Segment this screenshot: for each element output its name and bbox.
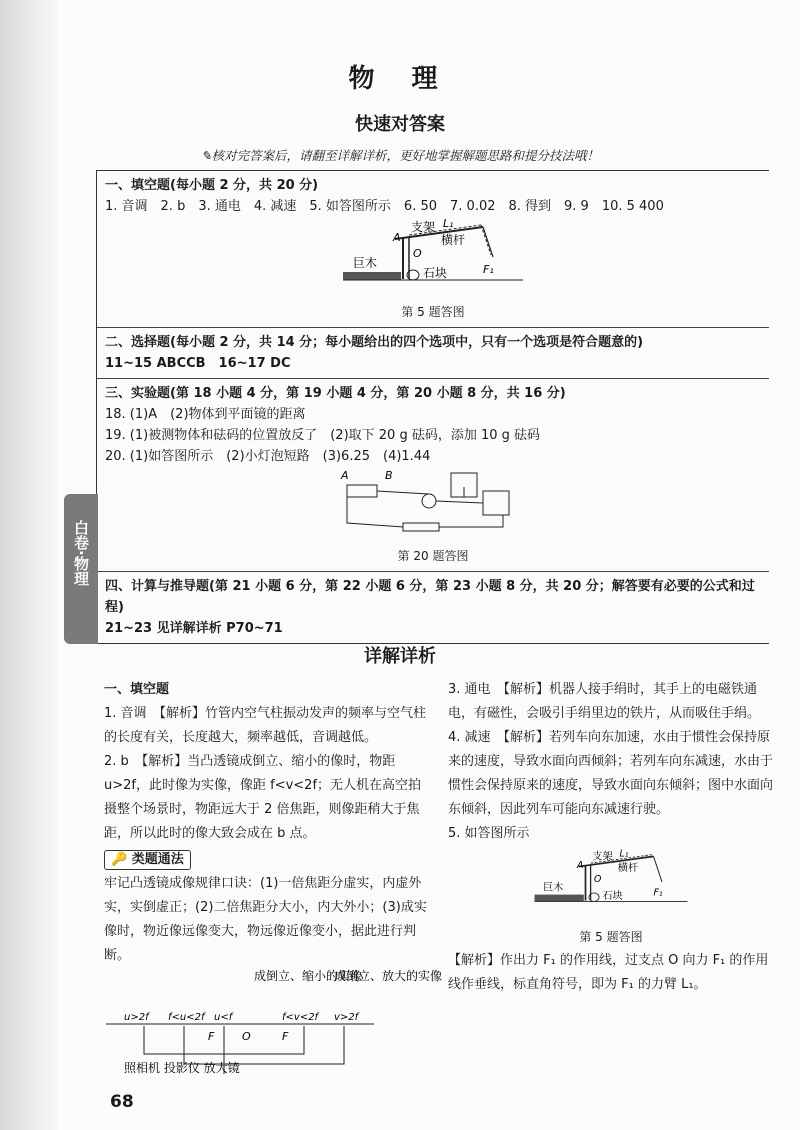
experiment-item-18: 18. (1)A (2)物体到平面镜的距离	[105, 407, 306, 422]
focal-right: F	[282, 1030, 289, 1043]
page-number: 68	[110, 1092, 134, 1112]
binding-shadow	[0, 0, 58, 1130]
fig5-caption-2: 第 5 题答图	[579, 930, 643, 944]
experiment-item-20: 20. (1)如答图所示 (2)小灯泡短路 (3)6.25 (4)1.44	[105, 449, 431, 464]
lens-applications: 照相机 投影仪 放大镜	[124, 1061, 240, 1075]
lens-top-2: 成倒立、放大的实像	[334, 969, 443, 983]
label-jumu: 巨木	[353, 256, 378, 270]
circuit-figure	[105, 467, 761, 567]
analysis-q3: 3. 通电 【解析】机器人接手绢时，其手上的电磁铁通电，有磁性，会吸引手绢里边的铁片，从而吸住手绢。	[448, 682, 761, 721]
analysis-q4: 4. 减速 【解析】若列车向东加速，水由于惯性会保持原来的速度，导致水面向西倾斜；若列车向东减速，水由于惯性会保持原来的速度，导致水面向东倾斜；图中水面向东倾斜，因此列车可能向东减速行驶。	[448, 730, 774, 817]
label-jumu-2: 巨木	[543, 882, 564, 894]
quick-answers-title: 快速对答案	[355, 114, 445, 135]
analysis-title: 详解详析	[364, 646, 436, 667]
seg-u-gt-2f: u>2f	[124, 1012, 149, 1023]
calc-section	[97, 572, 769, 643]
fig20-caption: 第 20 题答图	[397, 549, 469, 563]
label-o: O	[413, 247, 422, 260]
label-f1-2: F₁	[653, 887, 663, 899]
seg-f-lt-u-lt-2f: f<u<2f	[168, 1012, 205, 1023]
lever-figure-2	[448, 846, 774, 949]
label-zhijia-2: 支架	[592, 851, 613, 863]
experiment-section	[97, 379, 769, 572]
answer-table	[96, 170, 769, 644]
tip-icon: ✎	[201, 148, 212, 163]
analysis-q5: 5. 如答图所示	[448, 826, 530, 841]
fill-section	[97, 171, 769, 328]
focal-left: F	[208, 1030, 215, 1043]
label-f1: F₁	[483, 263, 494, 276]
label-o-2: O	[594, 873, 602, 885]
fig5-caption: 第 5 题答图	[401, 305, 465, 319]
label-circuit-b: B	[385, 469, 393, 482]
label-henggan: 横杆	[441, 233, 466, 247]
lever-diagram-2	[526, 846, 696, 916]
calc-header: 四、计算与推导题(第 21 小题 6 分，第 22 小题 6 分，第 23 小题 8 分，共 20 分；解答要有必要的公式和过程)	[105, 579, 755, 615]
experiment-header: 三、实验题(第 18 小题 4 分，第 19 小题 4 分，第 20 小题 8 分，共 16 分)	[105, 386, 566, 401]
label-a-2: A	[577, 860, 584, 872]
tip-text	[0, 146, 800, 164]
key-icon: 🔑	[111, 852, 128, 867]
method-tag-label: 类题通法	[131, 852, 184, 867]
seg-u-lt-f: u<f	[214, 1012, 233, 1023]
experiment-item-19: 19. (1)被测物体和砝码的位置放反了 (2)取下 20 g 砝码，添加 10 g 砝码	[105, 428, 541, 443]
analysis-q2: 2. b 【解析】当凸透镜成倒立、缩小的像时，物距 u>2f，此时像为实像，像距 f<v<2f；无人机在高空拍摄整个场景时，物距远大于 2 倍焦距，则像距稍大于焦距，所以此时的像大致会成在 b 点。	[104, 754, 422, 841]
lens-rule: 牢记凸透镜成像规律口诀：(1)一倍焦距分虚实，内虚外实，实倒虚正；(2)二倍焦距分大小，内大外小；(3)成实像时，物近像远像变大，物远像近像变小，据此进行判断。	[104, 876, 427, 963]
label-l1-2: L₁	[619, 848, 629, 860]
side-tab-text: 白卷·物理	[72, 520, 90, 586]
lens-diagram	[104, 968, 443, 1086]
page-title: 物 理	[348, 64, 452, 94]
lever-figure	[105, 217, 761, 323]
left-column	[104, 678, 443, 1095]
label-l1: L₁	[443, 217, 454, 230]
label-zhijia: 支架	[411, 220, 436, 234]
choice-section	[97, 328, 769, 379]
analysis-q5-detail: 【解析】作出力 F₁ 的作用线，过支点 O 向力 F₁ 的作用线作垂线，标直角符号，即为 F₁ 的力臂 L₁。	[448, 953, 769, 992]
seg-f-lt-v-lt-2f: f<v<2f	[282, 1012, 319, 1023]
fill-header: 一、填空题(每小题 2 分，共 20 分)	[105, 178, 319, 193]
method-tag	[104, 850, 191, 870]
choice-answers: 11~15 ABCCB 16~17 DC	[105, 356, 291, 371]
right-column	[448, 678, 774, 997]
calc-answers: 21~23 见详解详析 P70~71	[105, 621, 283, 636]
label-a: A	[393, 231, 401, 244]
label-shikuai-2: 石块	[602, 890, 623, 902]
analysis-q1: 1. 音调 【解析】竹管内空气柱振动发声的频率与空气柱的长度有关，长度越大，频率越低，音调越低。	[104, 706, 427, 745]
label-shikuai: 石块	[423, 266, 448, 280]
lens-top-1: 成倒立、缩小的实像	[254, 969, 363, 983]
label-circuit-a: A	[341, 469, 349, 482]
fill-answers: 1. 音调 2. b 3. 通电 4. 减速 5. 如答图所示 6. 50 7. 0.02 8. 得到 9. 9 10. 5 400	[105, 199, 664, 214]
label-henggan-2: 横杆	[617, 862, 639, 874]
circuit-diagram	[333, 467, 533, 539]
optical-center: O	[242, 1030, 251, 1043]
choice-header: 二、选择题(每小题 2 分，共 14 分；每小题给出的四个选项中，只有一个选项是符合题意的)	[105, 335, 644, 350]
left-heading: 一、填空题	[104, 682, 170, 697]
tip-label: 核对完答案后，请翻至详解详析，更好地掌握解题思路和提分技法哦！	[211, 148, 599, 163]
lever-diagram	[333, 217, 533, 295]
seg-v-gt-2f: v>2f	[334, 1012, 359, 1023]
side-tab-label	[64, 520, 98, 592]
